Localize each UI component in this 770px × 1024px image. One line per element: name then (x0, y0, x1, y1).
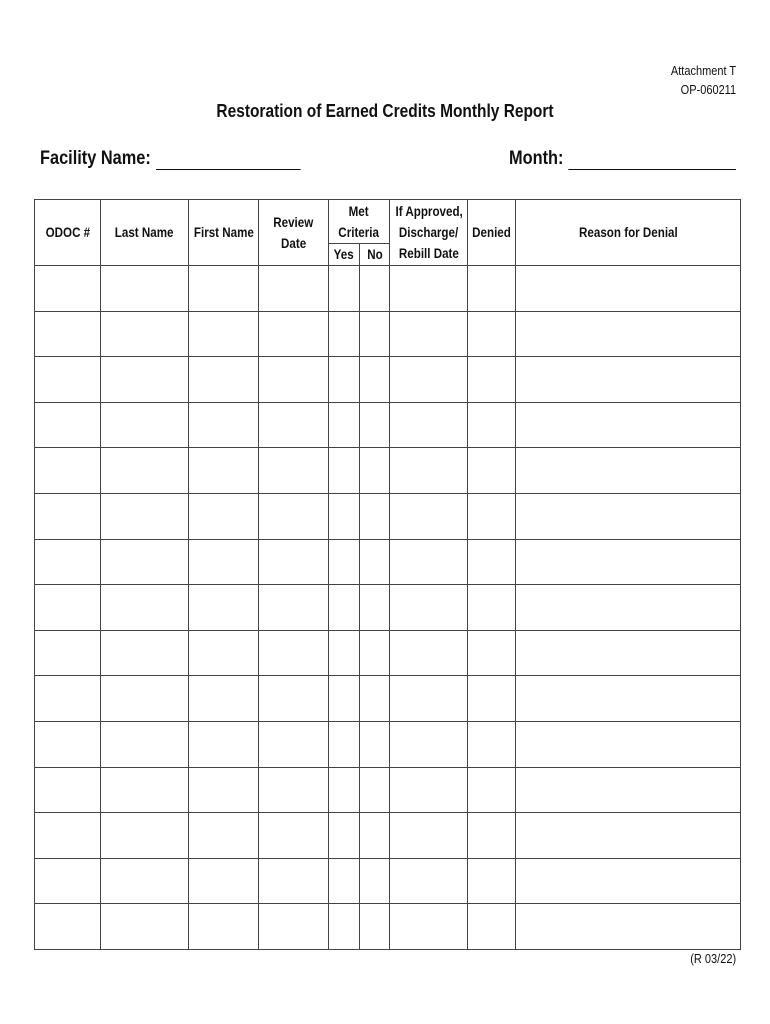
cell-reason[interactable] (516, 767, 741, 813)
cell-denied[interactable] (468, 539, 516, 585)
cell-odoc[interactable] (35, 539, 101, 585)
cell-last-name[interactable] (101, 721, 189, 767)
cell-odoc[interactable] (35, 585, 101, 631)
cell-review-date[interactable] (259, 630, 329, 676)
cell-first-name[interactable] (189, 448, 259, 494)
cell-odoc[interactable] (35, 357, 101, 403)
cell-review-date[interactable] (259, 357, 329, 403)
table-row (35, 858, 741, 904)
table-row (35, 493, 741, 539)
cell-met-no[interactable] (360, 767, 390, 813)
cell-approved-date[interactable] (390, 357, 468, 403)
cell-approved-date[interactable] (390, 585, 468, 631)
cell-denied[interactable] (468, 630, 516, 676)
cell-met-no[interactable] (360, 858, 390, 904)
table-row (35, 357, 741, 403)
cell-denied[interactable] (468, 493, 516, 539)
cell-reason[interactable] (516, 493, 741, 539)
table-row (35, 266, 741, 312)
cell-met-no[interactable] (360, 402, 390, 448)
attachment-label (671, 62, 736, 100)
table-row (35, 904, 741, 950)
cell-met-yes[interactable] (329, 357, 360, 403)
cell-met-yes[interactable] (329, 813, 360, 859)
cell-approved-date[interactable] (390, 402, 468, 448)
cell-met-no[interactable] (360, 493, 390, 539)
cell-first-name[interactable] (189, 493, 259, 539)
table-row (35, 813, 741, 859)
cell-review-date[interactable] (259, 493, 329, 539)
cell-met-yes[interactable] (329, 402, 360, 448)
cell-review-date[interactable] (259, 448, 329, 494)
cell-first-name[interactable] (189, 721, 259, 767)
col-met-criteria: Met Criteria (329, 200, 390, 244)
cell-last-name[interactable] (101, 858, 189, 904)
cell-last-name[interactable] (101, 767, 189, 813)
cell-review-date[interactable] (259, 767, 329, 813)
cell-reason[interactable] (516, 721, 741, 767)
cell-met-yes[interactable] (329, 767, 360, 813)
col-first-name: First Name (189, 200, 259, 266)
cell-met-no[interactable] (360, 904, 390, 950)
cell-last-name[interactable] (101, 266, 189, 312)
cell-odoc[interactable] (35, 311, 101, 357)
cell-last-name[interactable] (101, 493, 189, 539)
cell-odoc[interactable] (35, 676, 101, 722)
cell-approved-date[interactable] (390, 266, 468, 312)
cell-odoc[interactable] (35, 448, 101, 494)
cell-first-name[interactable] (189, 539, 259, 585)
cell-met-yes[interactable] (329, 721, 360, 767)
cell-approved-date[interactable] (390, 858, 468, 904)
cell-met-yes[interactable] (329, 630, 360, 676)
facility-name-field (40, 148, 300, 170)
cell-last-name[interactable] (101, 676, 189, 722)
cell-approved-date[interactable] (390, 767, 468, 813)
cell-denied[interactable] (468, 402, 516, 448)
table-body (35, 266, 741, 950)
report-table (34, 199, 741, 950)
cell-reason[interactable] (516, 813, 741, 859)
table-row (35, 630, 741, 676)
cell-met-no[interactable] (360, 266, 390, 312)
table-row (35, 767, 741, 813)
cell-last-name[interactable] (101, 448, 189, 494)
cell-approved-date[interactable] (390, 721, 468, 767)
table-row (35, 448, 741, 494)
cell-denied[interactable] (468, 585, 516, 631)
cell-met-yes[interactable] (329, 266, 360, 312)
cell-reason[interactable] (516, 311, 741, 357)
cell-met-yes[interactable] (329, 448, 360, 494)
cell-first-name[interactable] (189, 402, 259, 448)
col-last-name: Last Name (101, 200, 189, 266)
cell-last-name[interactable] (101, 357, 189, 403)
col-approved-discharge-rebill-date: If Approved, Discharge/ Rebill Date (390, 200, 468, 266)
cell-denied[interactable] (468, 676, 516, 722)
facility-name-blank[interactable] (156, 150, 300, 170)
cell-reason[interactable] (516, 904, 741, 950)
cell-met-yes[interactable] (329, 676, 360, 722)
cell-last-name[interactable] (101, 904, 189, 950)
cell-review-date[interactable] (259, 311, 329, 357)
cell-approved-date[interactable] (390, 813, 468, 859)
cell-review-date[interactable] (259, 539, 329, 585)
cell-first-name[interactable] (189, 676, 259, 722)
cell-odoc[interactable] (35, 266, 101, 312)
cell-review-date[interactable] (259, 676, 329, 722)
cell-met-yes[interactable] (329, 585, 360, 631)
cell-last-name[interactable] (101, 539, 189, 585)
cell-approved-date[interactable] (390, 539, 468, 585)
cell-review-date[interactable] (259, 721, 329, 767)
cell-approved-date[interactable] (390, 904, 468, 950)
cell-met-no[interactable] (360, 357, 390, 403)
cell-denied[interactable] (468, 266, 516, 312)
cell-odoc[interactable] (35, 813, 101, 859)
cell-met-yes[interactable] (329, 539, 360, 585)
cell-first-name[interactable] (189, 813, 259, 859)
report-title: Restoration of Earned Credits Monthly Report (216, 101, 554, 121)
form-number: OP-060211 (680, 83, 736, 97)
col-reason-for-denial: Reason for Denial (516, 200, 741, 266)
cell-reason[interactable] (516, 402, 741, 448)
cell-met-no[interactable] (360, 539, 390, 585)
cell-review-date[interactable] (259, 904, 329, 950)
facility-name-label: Facility Name: (40, 148, 151, 169)
table-row (35, 676, 741, 722)
table-row (35, 585, 741, 631)
cell-met-no[interactable] (360, 311, 390, 357)
cell-met-no[interactable] (360, 585, 390, 631)
table-row (35, 721, 741, 767)
month-blank[interactable] (568, 150, 736, 170)
cell-first-name[interactable] (189, 266, 259, 312)
cell-odoc[interactable] (35, 402, 101, 448)
cell-reason[interactable] (516, 448, 741, 494)
col-review-date: Review Date (259, 200, 329, 266)
table-row (35, 402, 741, 448)
cell-first-name[interactable] (189, 858, 259, 904)
cell-met-yes[interactable] (329, 858, 360, 904)
cell-odoc[interactable] (35, 630, 101, 676)
cell-review-date[interactable] (259, 858, 329, 904)
cell-denied[interactable] (468, 858, 516, 904)
cell-odoc[interactable] (35, 767, 101, 813)
cell-reason[interactable] (516, 357, 741, 403)
cell-denied[interactable] (468, 448, 516, 494)
month-label: Month: (508, 148, 564, 169)
cell-odoc[interactable] (35, 721, 101, 767)
cell-last-name[interactable] (101, 311, 189, 357)
cell-met-no[interactable] (360, 448, 390, 494)
cell-approved-date[interactable] (390, 630, 468, 676)
cell-met-yes[interactable] (329, 311, 360, 357)
cell-odoc[interactable] (35, 904, 101, 950)
cell-met-no[interactable] (360, 721, 390, 767)
cell-last-name[interactable] (101, 813, 189, 859)
cell-denied[interactable] (468, 357, 516, 403)
cell-approved-date[interactable] (390, 448, 468, 494)
cell-reason[interactable] (516, 585, 741, 631)
cell-denied[interactable] (468, 721, 516, 767)
table-row (35, 539, 741, 585)
cell-reason[interactable] (516, 539, 741, 585)
cell-review-date[interactable] (259, 266, 329, 312)
cell-last-name[interactable] (101, 585, 189, 631)
cell-first-name[interactable] (189, 630, 259, 676)
cell-approved-date[interactable] (390, 676, 468, 722)
cell-denied[interactable] (468, 813, 516, 859)
col-met-no: No (360, 244, 390, 266)
cell-last-name[interactable] (101, 630, 189, 676)
cell-review-date[interactable] (259, 402, 329, 448)
month-field (509, 148, 736, 170)
cell-reason[interactable] (516, 676, 741, 722)
table-row (35, 311, 741, 357)
col-odoc: ODOC # (35, 200, 101, 266)
cell-approved-date[interactable] (390, 311, 468, 357)
col-met-yes: Yes (329, 244, 360, 266)
cell-met-no[interactable] (360, 813, 390, 859)
cell-met-yes[interactable] (329, 904, 360, 950)
cell-reason[interactable] (516, 266, 741, 312)
attachment-id: Attachment T (670, 64, 736, 78)
cell-first-name[interactable] (189, 904, 259, 950)
cell-reason[interactable] (516, 858, 741, 904)
cell-odoc[interactable] (35, 858, 101, 904)
cell-first-name[interactable] (189, 311, 259, 357)
cell-first-name[interactable] (189, 357, 259, 403)
cell-denied[interactable] (468, 767, 516, 813)
cell-first-name[interactable] (189, 585, 259, 631)
cell-odoc[interactable] (35, 493, 101, 539)
cell-denied[interactable] (468, 904, 516, 950)
cell-met-no[interactable] (360, 676, 390, 722)
cell-first-name[interactable] (189, 767, 259, 813)
cell-met-no[interactable] (360, 630, 390, 676)
revision-label: (R 03/22) (690, 952, 736, 966)
cell-reason[interactable] (516, 630, 741, 676)
cell-last-name[interactable] (101, 402, 189, 448)
cell-denied[interactable] (468, 311, 516, 357)
cell-review-date[interactable] (259, 813, 329, 859)
cell-met-yes[interactable] (329, 493, 360, 539)
cell-approved-date[interactable] (390, 493, 468, 539)
cell-review-date[interactable] (259, 585, 329, 631)
col-denied: Denied (468, 200, 516, 266)
